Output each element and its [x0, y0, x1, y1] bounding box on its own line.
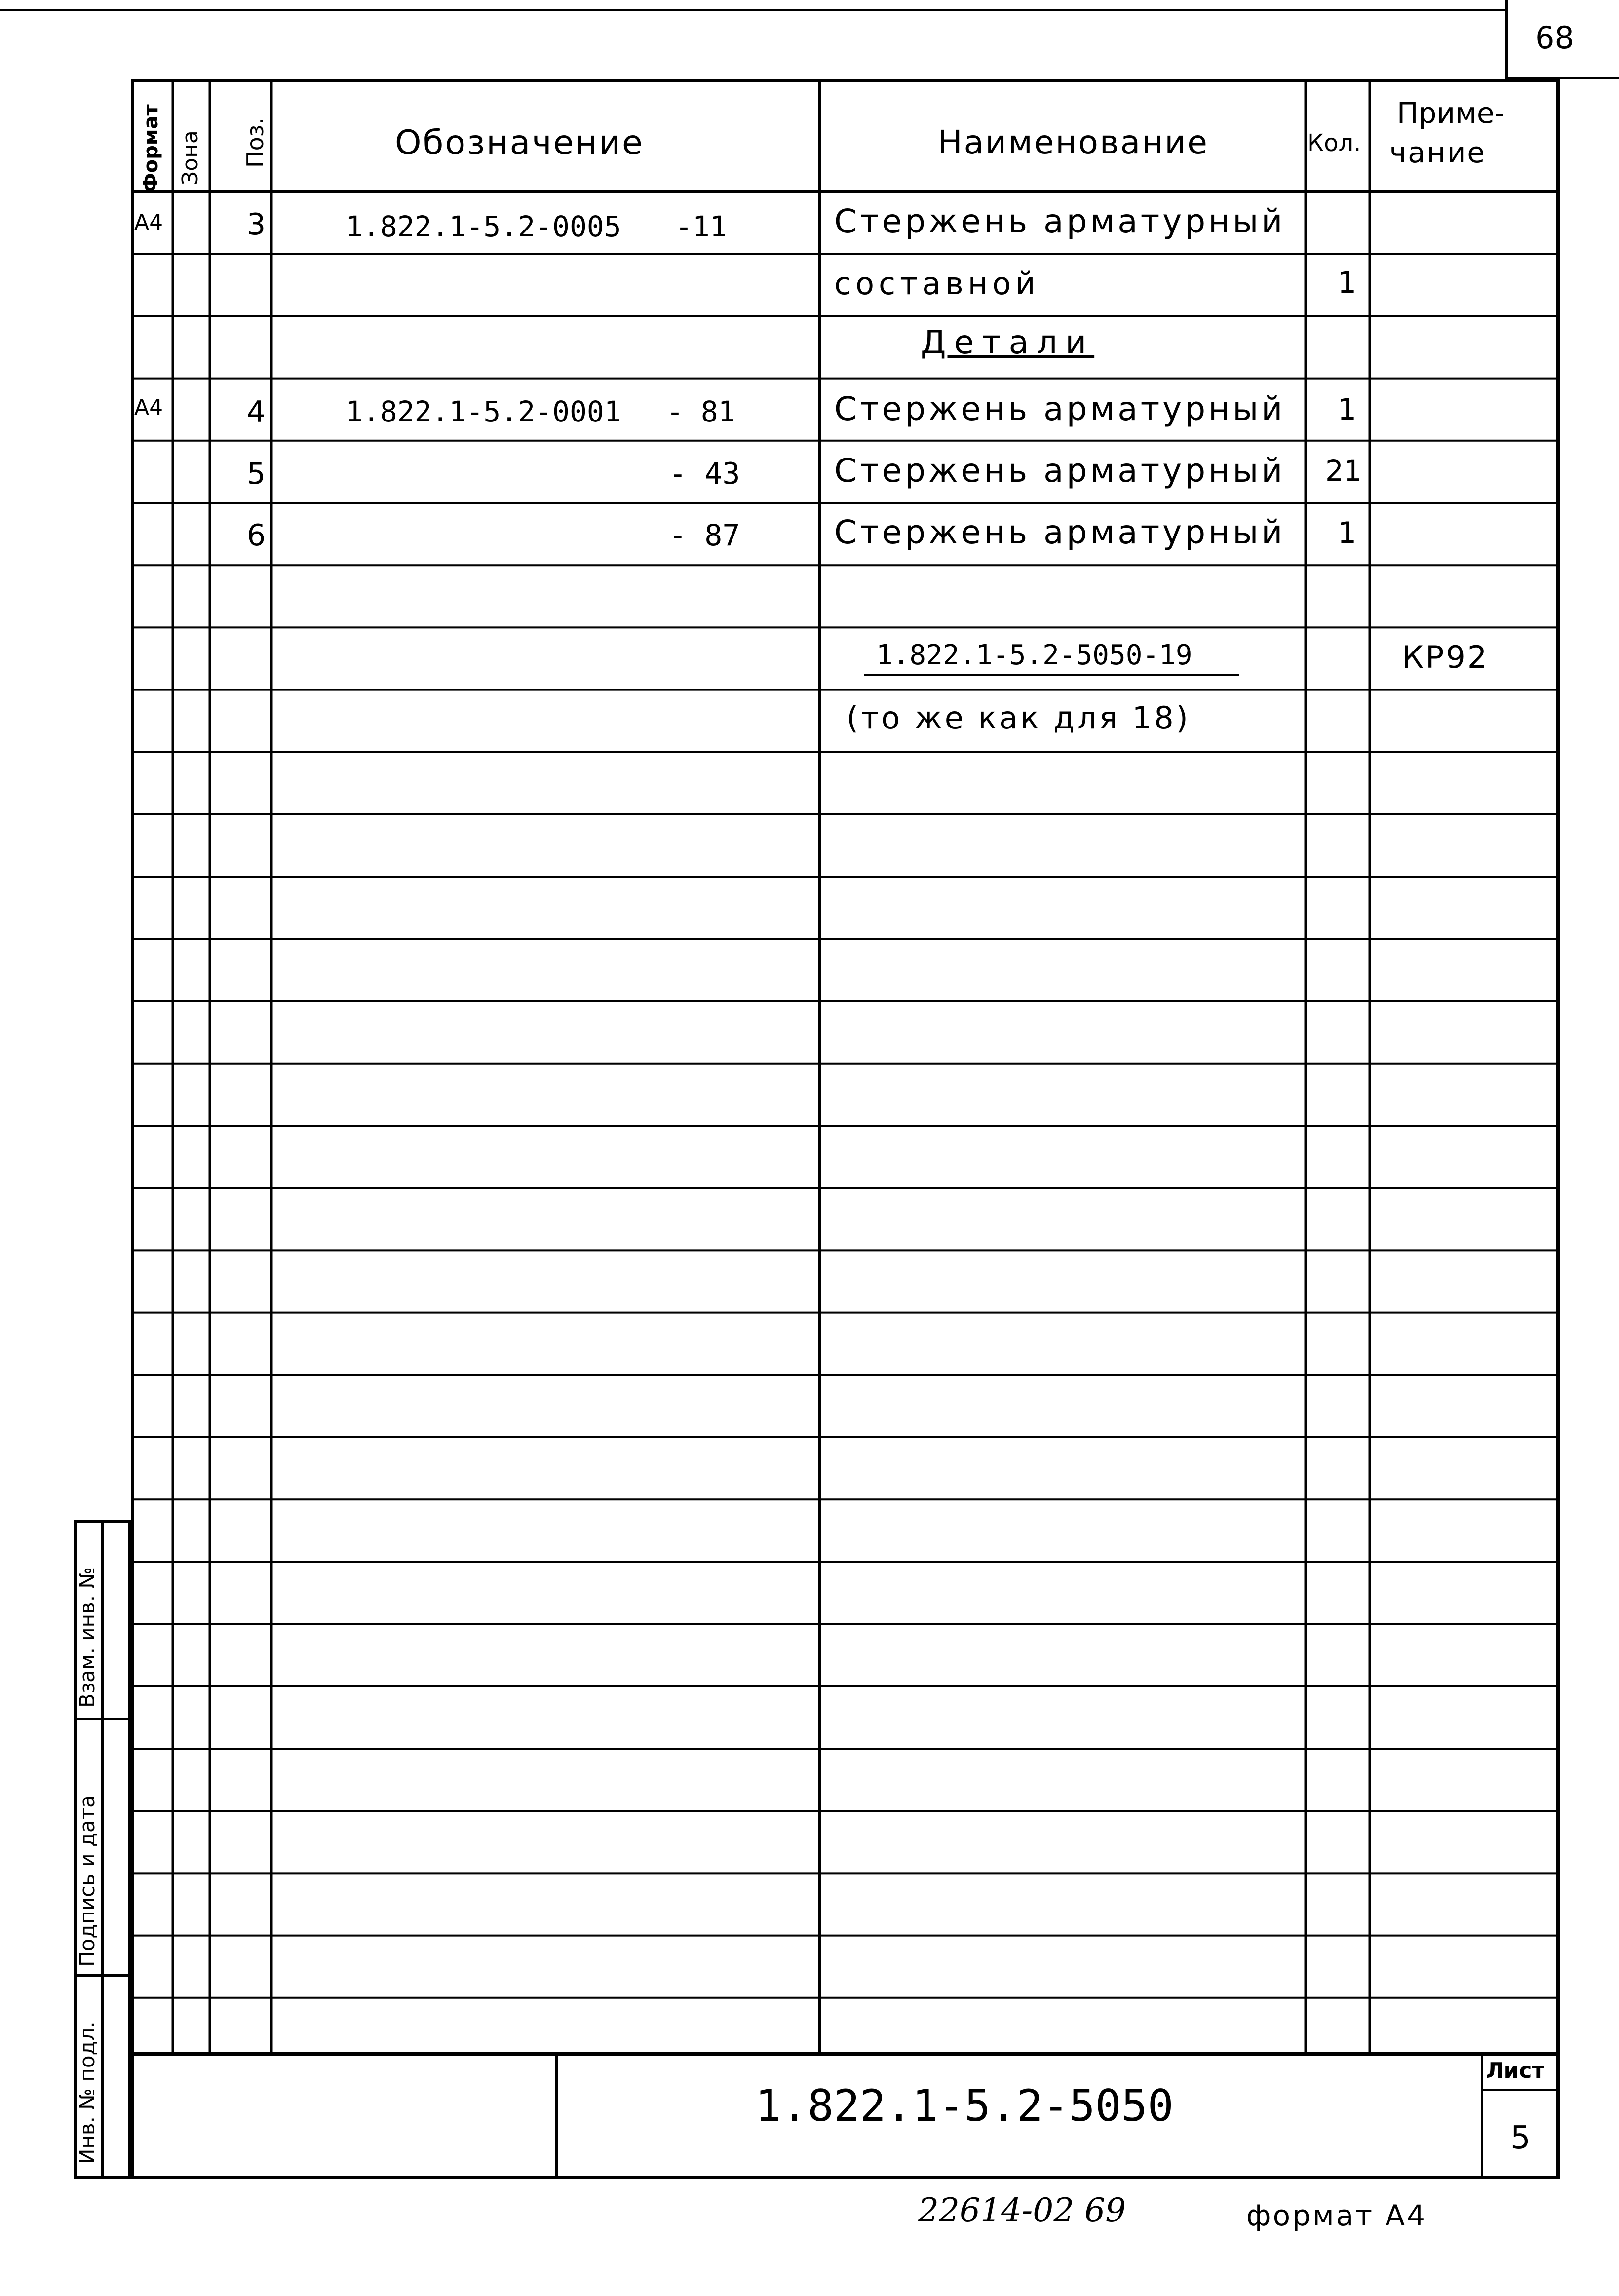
header-note-line1: Приме- [1397, 96, 1505, 130]
fraction-line [864, 674, 1239, 676]
header-format: Формат [140, 104, 162, 192]
title-block-left-divider [555, 2052, 558, 2179]
row1-designation: 1.822.1-5.2-0005 [346, 210, 621, 243]
header-note-line2: чание [1389, 136, 1487, 169]
row6-pos: 6 [247, 518, 266, 553]
table-grid [131, 79, 1560, 2053]
row4-suffix: - 81 [666, 395, 735, 428]
format-note: формат А4 [1246, 2199, 1427, 2232]
row6-suffix: - 87 [669, 518, 740, 553]
stamp-inv-podl: Инв. № подл. [75, 2021, 99, 2164]
stamp-podpis-data: Подпись и дата [75, 1795, 99, 1967]
title-designation: 1.822.1-5.2-5050 [755, 2080, 1174, 2131]
row1-suffix: -11 [675, 210, 727, 243]
row8-note: КР92 [1402, 639, 1489, 675]
stamp-vzam-inv: Взам. инв. № [75, 1567, 99, 1708]
row2-qty: 1 [1338, 266, 1357, 300]
row1-pos: 3 [247, 207, 266, 242]
header-qty: Кол. [1307, 129, 1361, 157]
title-block-top [131, 2052, 1560, 2056]
row1-format: А4 [134, 210, 163, 235]
side-stamp-divider [101, 1520, 104, 2179]
row4-designation: 1.822.1-5.2-0001 [346, 395, 621, 428]
row5-pos: 5 [247, 457, 266, 491]
title-block-right-divider [1481, 2052, 1483, 2179]
archive-number: 22614-02 69 [918, 2191, 1126, 2229]
spec-table [131, 79, 1560, 2053]
row2-name: составной [834, 266, 1040, 302]
sheet-label-divider [1481, 2089, 1560, 2091]
row1-name: Стержень арматурный [834, 202, 1286, 240]
row5-suffix: - 43 [669, 457, 740, 491]
row8-document-ref: 1.822.1-5.2-5050-19 [876, 639, 1193, 671]
side-stamp-sep-2 [74, 1974, 131, 1977]
row5-qty: 21 [1325, 454, 1362, 488]
row4-pos: 4 [247, 395, 266, 429]
row6-qty: 1 [1338, 516, 1357, 550]
row9-name: (то же как для 18) [847, 700, 1191, 736]
row3-section-heading: Детали [921, 323, 1095, 361]
row5-name: Стержень арматурный [834, 452, 1286, 490]
page-number: 68 [1535, 20, 1574, 56]
row4-name: Стержень арматурный [834, 390, 1286, 428]
sheet-label: Лист [1486, 2058, 1544, 2083]
row6-name: Стержень арматурный [834, 513, 1286, 551]
top-border-line [0, 9, 1505, 11]
side-stamp-sep-1 [74, 1718, 131, 1720]
sheet-number: 5 [1510, 2120, 1531, 2156]
row4-format: А4 [134, 395, 163, 420]
header-name: Наименование [938, 123, 1209, 161]
header-pos: Поз. [242, 117, 269, 168]
header-designation: Обозначение [395, 123, 644, 162]
row4-qty: 1 [1338, 392, 1357, 427]
header-zone: Зона [178, 130, 203, 185]
